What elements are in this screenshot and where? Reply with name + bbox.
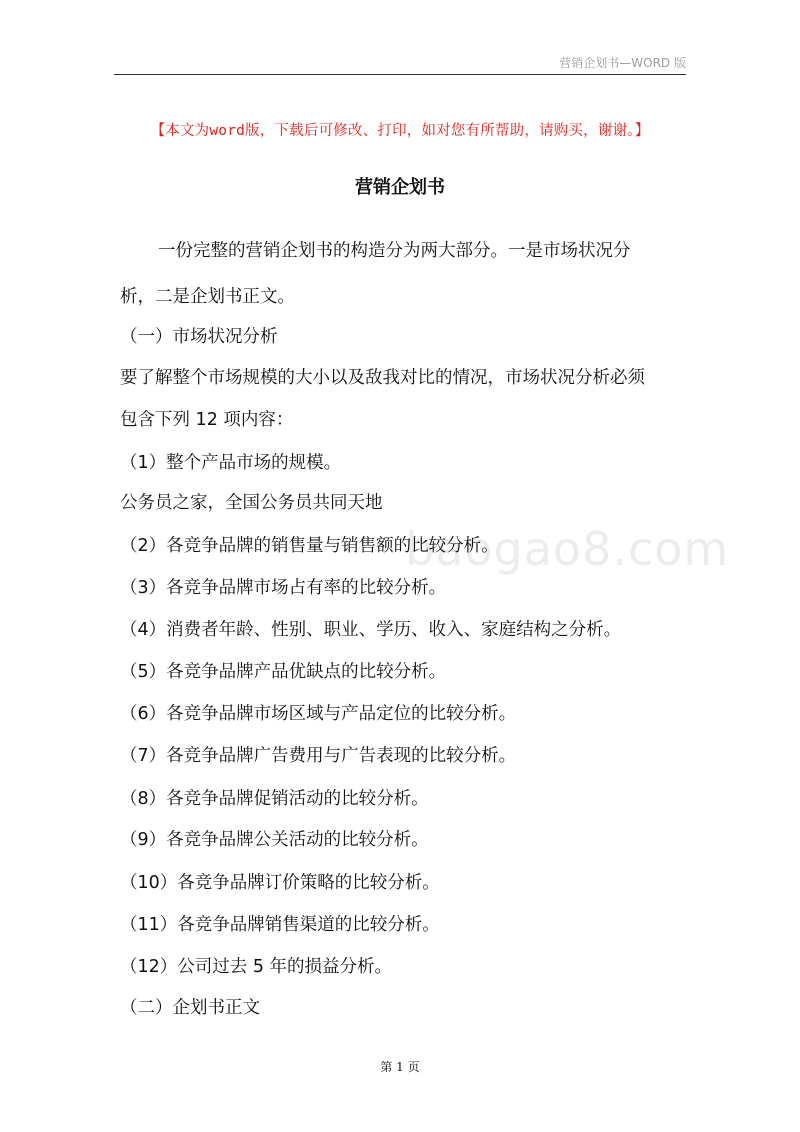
intro-paragraph-line-2: 析，二是企划书正文。 xyxy=(120,287,295,307)
intro-paragraph-line-1: 一份完整的营销企划书的构造分为两大部分。一是市场状况分 xyxy=(158,241,631,261)
page-number: 第 1 页 xyxy=(380,1060,420,1074)
list-item: （9）各竞争品牌公关活动的比较分析。 xyxy=(120,830,429,850)
section1-intro-line-2: 包含下列 12 项内容： xyxy=(120,410,294,430)
download-notice: 【本文为word版，下载后可修改、打印，如对您有所帮助，请购买，谢谢。】 xyxy=(150,123,650,139)
watermark: baogao8.com xyxy=(405,522,730,576)
list-item: （6）各竞争品牌市场区域与产品定位的比较分析。 xyxy=(120,704,517,724)
list-item: （12）公司过去 5 年的损益分析。 xyxy=(120,957,393,977)
list-item: （5）各竞争品牌产品优缺点的比较分析。 xyxy=(120,662,447,682)
section1-intro-line-1: 要了解整个市场规模的大小以及敌我对比的情况，市场状况分析必须 xyxy=(120,368,645,388)
running-header: 营销企划书—WORD 版 xyxy=(559,56,686,70)
header-divider xyxy=(114,74,686,75)
list-item: （4）消费者年龄、性别、职业、学历、收入、家庭结构之分析。 xyxy=(120,620,622,640)
list-item: （11）各竞争品牌销售渠道的比较分析。 xyxy=(120,915,440,935)
list-item: 公务员之家，全国公务员共同天地 xyxy=(120,493,383,513)
section-heading-proposal-body: （二）企划书正文 xyxy=(120,998,260,1018)
list-item: （8）各竞争品牌促销活动的比较分析。 xyxy=(120,789,429,809)
list-item: （2）各竞争品牌的销售量与销售额的比较分析。 xyxy=(120,536,499,556)
document-title: 营销企划书 xyxy=(355,177,445,198)
section-heading-market-analysis: （一）市场状况分析 xyxy=(120,327,278,347)
list-item: （7）各竞争品牌广告费用与广告表现的比较分析。 xyxy=(120,746,517,766)
list-item: （10）各竞争品牌订价策略的比较分析。 xyxy=(120,873,440,893)
list-item: （3）各竞争品牌市场占有率的比较分析。 xyxy=(120,578,447,598)
list-item: （1）整个产品市场的规模。 xyxy=(120,453,342,473)
